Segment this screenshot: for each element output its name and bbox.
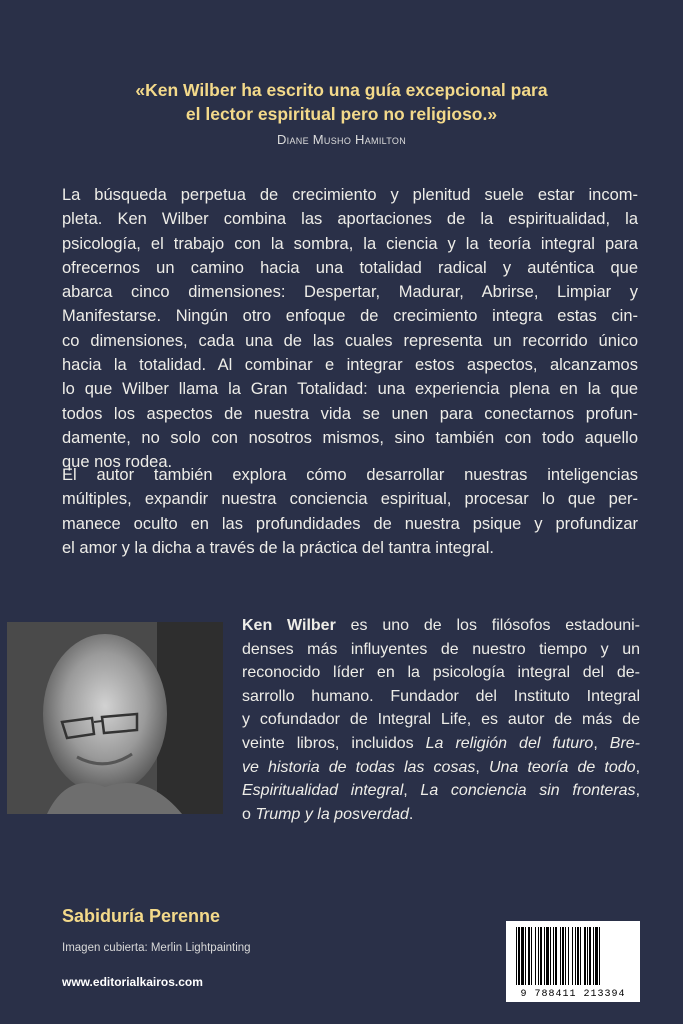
- text-line: damente, no solo con nosotros mismos, sino también con todo aquello: [62, 428, 638, 447]
- text-line: [242, 732, 640, 756]
- text-fragment: .: [408, 805, 414, 823]
- barcode-bar: [565, 927, 566, 985]
- text-line: manece oculto en las profundidades de nuestra psique y profundizar: [62, 514, 638, 533]
- author-portrait-graphic: [7, 622, 223, 814]
- text-line: múltiples, expandir nuestra conciencia espiritual, procesar lo que per-: [62, 490, 638, 509]
- barcode-bar: [577, 927, 579, 985]
- text-line: reconocido líder en la psicología integral del de-: [242, 664, 640, 682]
- barcode-bar: [518, 927, 520, 985]
- text-fragment: ,: [593, 734, 610, 752]
- text-line: hacia la totalidad. Al combinar e integrar estos aspectos, alcanzamos: [62, 356, 638, 375]
- barcode-bars: [506, 921, 640, 989]
- text-line: La búsqueda perpetua de crecimiento y plenitud suele estar incom-: [62, 186, 638, 204]
- book-title: ve historia de todas las cosas: [242, 758, 476, 776]
- barcode-bar: [560, 927, 561, 985]
- text-line: lo que Wilber llama la Gran Totalidad: una experiencia plena en la que: [62, 380, 638, 399]
- book-title: Bre-: [609, 734, 641, 752]
- book-title: Trump y la posverdad: [255, 805, 409, 823]
- book-title: La religión del futuro: [425, 734, 594, 752]
- text-line: [242, 614, 640, 638]
- publisher-website: www.editorialkairos.com: [62, 975, 203, 989]
- barcode-bar: [521, 927, 524, 985]
- author-photo: [7, 622, 223, 814]
- barcode-bar: [593, 927, 594, 985]
- text-fragment: o: [242, 805, 256, 823]
- barcode-bar: [516, 927, 517, 985]
- barcode-bar: [555, 927, 557, 985]
- barcode-bar: [587, 927, 588, 985]
- barcode-bar: [553, 927, 554, 985]
- quote-line-1: «Ken Wilber ha escrito una guía excepcional para: [135, 80, 548, 100]
- barcode-bar: [568, 927, 569, 985]
- barcode-bar: [535, 927, 536, 985]
- text-fragment: es uno de los filósofos estadouni-: [335, 617, 641, 634]
- barcode-bar: [584, 927, 586, 985]
- barcode-bar: [546, 927, 549, 985]
- text-line: que nos rodea.: [62, 453, 173, 472]
- text-line: [242, 756, 640, 780]
- text-line: abarca cinco dimensiones: Despertar, Madurar, Abrirse, Limpiar y: [62, 283, 638, 302]
- text-line: y cofundador de Integral Life, es autor de más de: [242, 711, 640, 729]
- text-line: psicología, el trabajo con la sombra, la ciencia y la teoría integral para: [62, 234, 638, 253]
- text-line: pleta. Ken Wilber combina las aportaciones de la espiritualidad, la: [62, 210, 638, 229]
- barcode-bar: [550, 927, 551, 985]
- quote-author: Diane Musho Hamilton: [276, 132, 406, 147]
- author-name: Ken Wilber: [242, 617, 336, 634]
- description-paragraph-1: [62, 183, 638, 475]
- barcode-bar: [572, 927, 573, 985]
- book-title: La conciencia sin fronteras: [420, 782, 636, 800]
- barcode-bar: [599, 927, 600, 985]
- barcode-bar: [525, 927, 526, 985]
- author-bio: [242, 614, 640, 826]
- description-paragraph-2: [62, 463, 638, 560]
- cover-image-credit: Imagen cubierta: Merlin Lightpainting: [62, 942, 251, 954]
- text-line: [242, 779, 640, 803]
- text-line: [242, 803, 640, 827]
- barcode-bar: [580, 927, 581, 985]
- text-line: todos los aspectos de nuestra vida se unen para conectarnos profun-: [62, 404, 638, 423]
- text-line: el amor y la dicha a través de la práctica del tantra integral.: [62, 538, 494, 557]
- barcode-bar: [562, 927, 564, 985]
- barcode-bar: [531, 927, 532, 985]
- text-line: ofrecernos un camino hacia una totalidad radical y auténtica que: [62, 258, 638, 277]
- text-fragment: ,: [635, 758, 641, 776]
- series-title: Sabiduría Perenne: [62, 906, 221, 926]
- barcode-bar: [544, 927, 545, 985]
- text-line: sarrollo humano. Fundador del Instituto Integral: [242, 687, 640, 705]
- text-line: co dimensiones, cada una de las cuales representa un recorrido único: [62, 331, 638, 350]
- barcode-bar: [589, 927, 591, 985]
- text-fragment: ,: [475, 758, 489, 776]
- text-fragment: ,: [403, 782, 421, 800]
- book-title: Una teoría de todo: [488, 758, 636, 776]
- text-line: denses más influyentes de nuestro tiempo y un: [242, 640, 640, 658]
- back-cover-quote: [60, 78, 623, 126]
- barcode-bar: [538, 927, 539, 985]
- quote-line-2: el lector espiritual pero no religioso.»: [185, 104, 498, 124]
- isbn-barcode: [506, 921, 640, 1002]
- barcode-bar: [540, 927, 542, 985]
- barcode-bar: [528, 927, 530, 985]
- text-fragment: veinte libros, incluidos: [242, 734, 426, 752]
- text-line: Manifestarse. Ningún otro enfoque de crecimiento integra estas cin-: [62, 307, 638, 326]
- barcode-bar: [575, 927, 576, 985]
- isbn-digits: 9 788411 213394: [520, 989, 626, 1000]
- book-title: Espiritualidad integral: [242, 782, 404, 800]
- barcode-bar: [595, 927, 598, 985]
- text-line: El autor también explora cómo desarrollar nuestras inteligencias: [62, 466, 638, 484]
- text-fragment: ,: [635, 782, 641, 800]
